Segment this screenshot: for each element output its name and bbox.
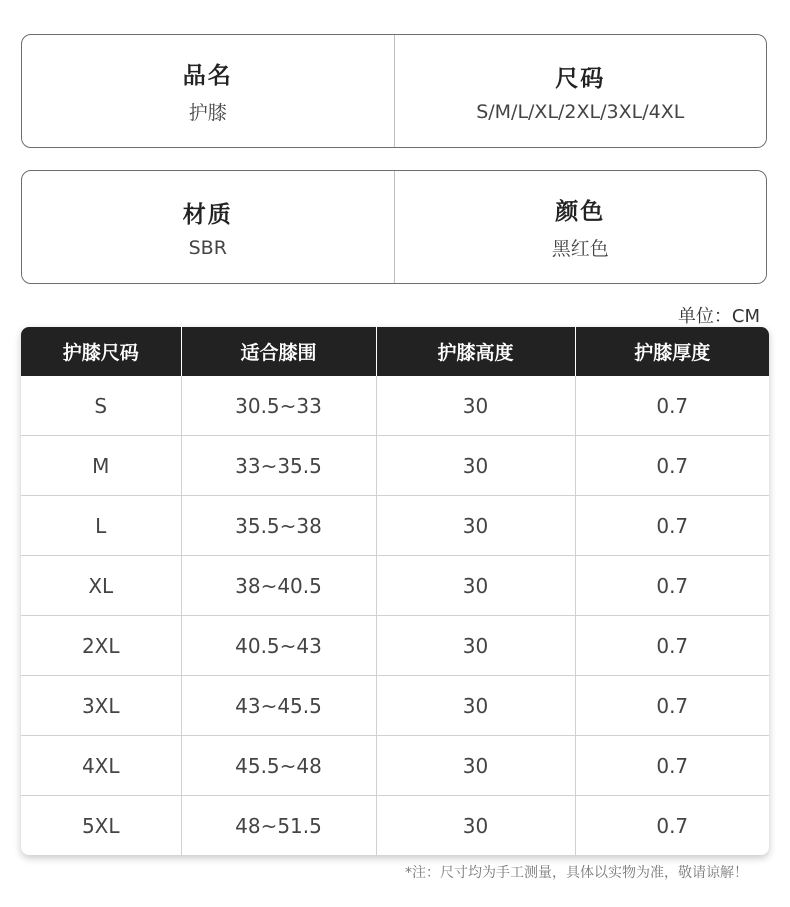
name-value: 护膝 <box>188 102 227 124</box>
cell-height: 30 <box>376 676 575 736</box>
cell-fit-circumference: 43~45.5 <box>181 676 376 736</box>
cell-fit-circumference: 30.5~33 <box>181 376 376 436</box>
info-cell-material <box>22 171 394 283</box>
table-row <box>21 616 769 676</box>
table-row <box>21 556 769 616</box>
cell-size: XL <box>21 556 181 616</box>
cell-thickness: 0.7 <box>575 376 769 436</box>
table-row <box>21 436 769 496</box>
cell-thickness: 0.7 <box>575 496 769 556</box>
info-box-material-color <box>21 170 767 284</box>
cell-thickness: 0.7 <box>575 556 769 616</box>
info-cell-size <box>394 35 767 147</box>
unit-note: 单位：CM <box>677 306 760 327</box>
size-label: 尺码 <box>555 65 606 92</box>
info-cell-name <box>22 35 394 147</box>
cell-height: 30 <box>376 496 575 556</box>
cell-thickness: 0.7 <box>656 813 689 838</box>
cell-fit-circumference: 38~40.5 <box>181 556 376 616</box>
material-value: SBR <box>188 236 227 259</box>
cell-height: 30 <box>376 436 575 496</box>
cell-height: 30 <box>376 736 575 796</box>
table-row <box>21 736 769 796</box>
cell-thickness: 0.7 <box>575 616 769 676</box>
cell-fit-circumference: 40.5~43 <box>181 616 376 676</box>
cell-thickness: 0.7 <box>575 436 769 496</box>
table-row <box>21 496 769 556</box>
footnote: *注：尺寸均为手工测量，具体以实物为准，敬请谅解！ <box>405 865 748 881</box>
header-size: 护膝尺码 <box>21 327 181 376</box>
size-table <box>21 327 769 855</box>
color-value: 黑红色 <box>551 238 609 260</box>
info-cell-color <box>394 171 767 283</box>
size-value: S/M/L/XL/2XL/3XL/4XL <box>476 100 685 123</box>
cell-height: 30 <box>376 556 575 616</box>
material-label: 材质 <box>182 201 233 228</box>
cell-size: 2XL <box>21 616 181 676</box>
cell-fit-circumference: 45.5~48 <box>181 736 376 796</box>
cell-thickness: 0.7 <box>575 676 769 736</box>
header-height: 护膝高度 <box>376 327 575 376</box>
cell-height: 30 <box>376 616 575 676</box>
cell-thickness: 0.7 <box>575 736 769 796</box>
color-label: 颜色 <box>555 199 606 225</box>
table-header-row <box>21 327 769 376</box>
table-row <box>21 796 769 856</box>
name-label: 品名 <box>182 63 233 89</box>
cell-size: S <box>21 376 181 436</box>
cell-height: 30 <box>376 796 575 856</box>
cell-size: L <box>21 496 181 556</box>
header-thickness: 护膝厚度 <box>575 327 769 376</box>
cell-fit-circumference: 33~35.5 <box>181 436 376 496</box>
info-box-name-size <box>21 34 767 148</box>
cell-size: M <box>21 436 181 496</box>
table-row <box>21 676 769 736</box>
cell-height: 30 <box>376 376 575 436</box>
cell-size: 4XL <box>21 736 181 796</box>
cell-fit-circumference: 35.5~38 <box>181 496 376 556</box>
cell-fit-circumference: 48~51.5 <box>181 796 376 856</box>
header-fit-circumference: 适合膝围 <box>181 327 376 376</box>
table-row <box>21 376 769 436</box>
cell-size: 5XL <box>21 796 181 856</box>
cell-size: 3XL <box>21 676 181 736</box>
